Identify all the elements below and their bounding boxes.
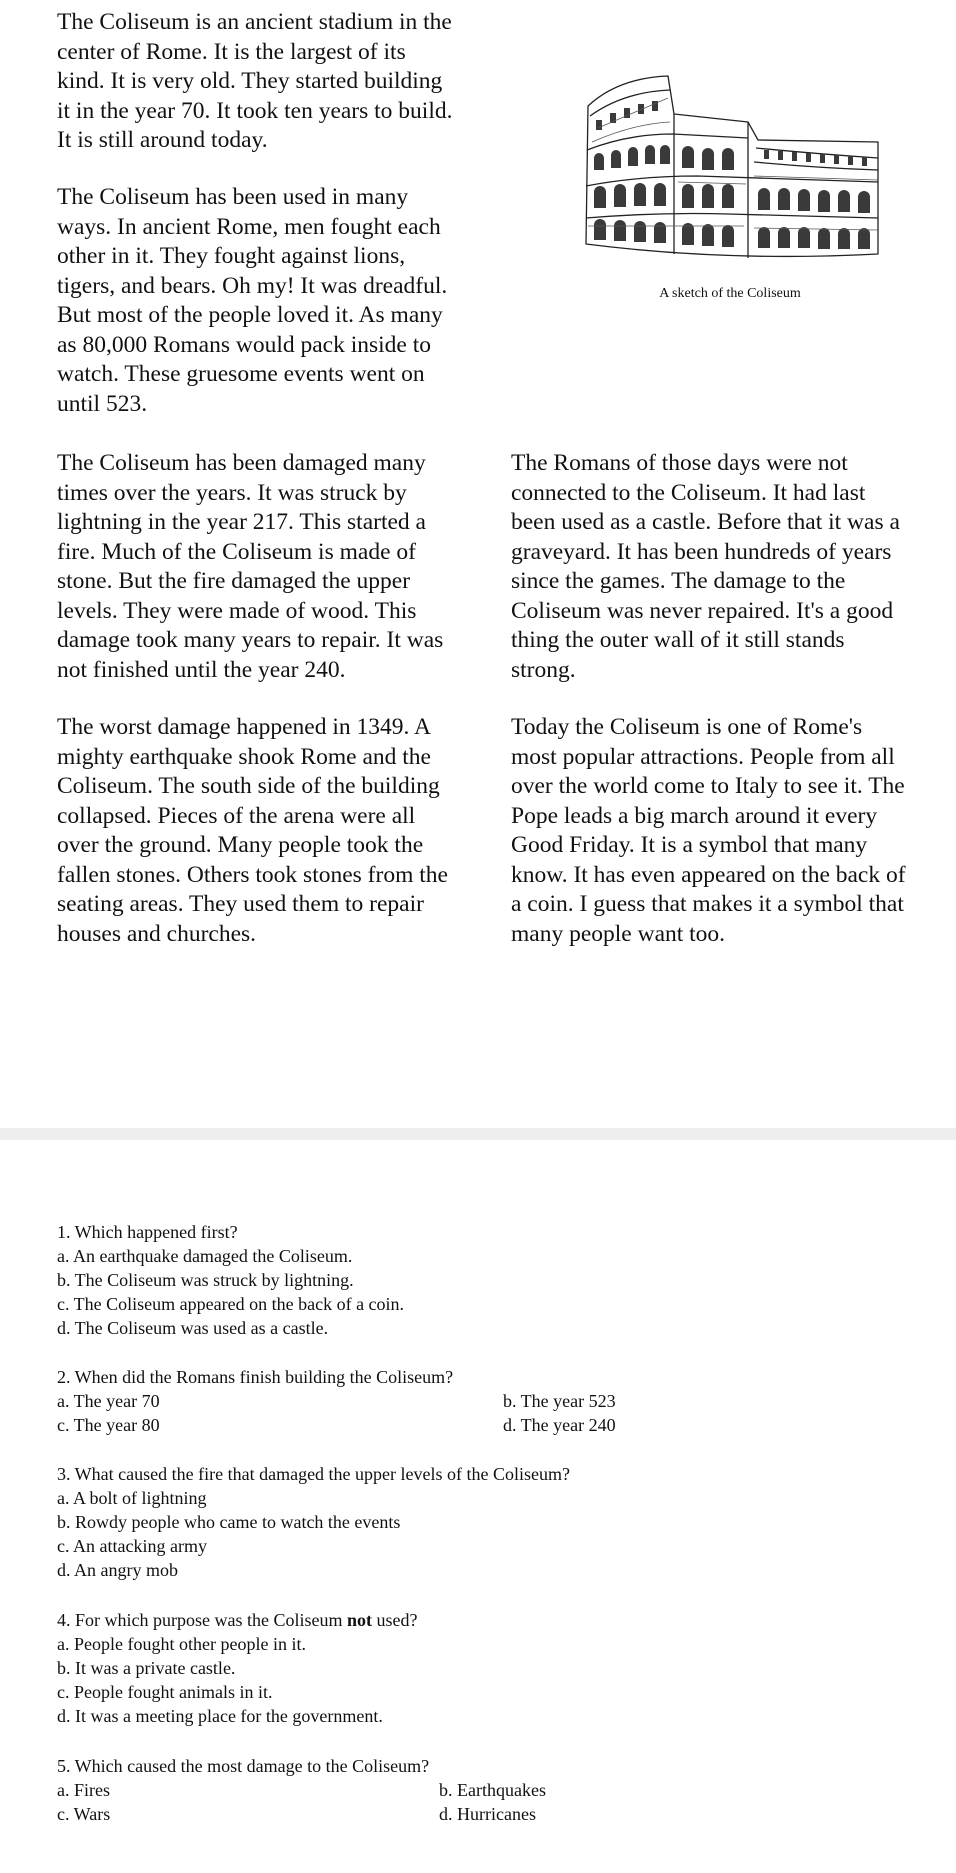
question-3-option-a: a. A bolt of lightning	[57, 1488, 207, 1508]
figure-caption: A sketch of the Coliseum	[659, 286, 801, 301]
question-3-option-b: b. Rowdy people who came to watch the events	[57, 1512, 401, 1532]
passage-paragraph-1: The Coliseum is an ancient stadium in the center of Rome. It is the largest of its kind. It is very old. They started building it in the year 70. It took ten years to build. It is still around today.	[57, 9, 453, 153]
question-1-prompt: 1. Which happened first?	[57, 1222, 238, 1242]
question-2-option-c: c. The year 80	[57, 1415, 160, 1435]
question-4-option-c: c. People fought animals in it.	[57, 1682, 273, 1702]
question-4-option-b: b. It was a private castle.	[57, 1658, 236, 1678]
question-2-option-d: d. The year 240	[503, 1415, 616, 1435]
worksheet-page-2	[0, 1140, 956, 1873]
question-1-option-b: b. The Coliseum was struck by lightning.	[57, 1270, 354, 1290]
question-4-prompt-start: 4. For which purpose was the Coliseum	[57, 1610, 347, 1630]
passage-paragraph-5: The worst damage happened in 1349. A mighty earthquake shook Rome and the Coliseum. The south side of the building collapsed. Pieces of the arena were all over the ground. Many people took the fallen stones. Others took stones from the seating areas. They used them to repair houses and churches.	[57, 714, 448, 947]
question-5-option-d: d. Hurricanes	[439, 1804, 536, 1824]
passage-paragraph-6: Today the Coliseum is one of Rome's most popular attractions. People from all over the world come to Italy to see it. The Pope leads a big march around it every Good Friday. It is a symbol that many know. It has even appeared on the back of a coin. I guess that makes it a symbol that many people want too.	[511, 714, 906, 947]
passage-paragraph-2: The Coliseum has been used in many ways. In ancient Rome, men fought each other in it. They fought against lions, tigers, and bears. Oh my! It was dreadful. But most of the people loved it. As many as 80,000 Romans would pack inside to watch. These gruesome events went on until 523.	[57, 184, 448, 417]
question-3-prompt: 3. What caused the fire that damaged the upper levels of the Coliseum?	[57, 1464, 570, 1484]
question-5-option-a: a. Fires	[57, 1780, 110, 1800]
question-3-option-d: d. An angry mob	[57, 1560, 178, 1580]
question-4-prompt	[57, 1608, 417, 1632]
question-2-option-a: a. The year 70	[57, 1391, 160, 1411]
question-4-prompt-end: used?	[371, 1610, 418, 1630]
question-4-prompt-emphasis: not	[346, 1610, 372, 1630]
coliseum-sketch-icon	[578, 58, 882, 263]
question-2-option-b: b. The year 523	[503, 1391, 616, 1411]
passage-paragraph-4: The Romans of those days were not connected to the Coliseum. It had last been used as a castle. Before that it was a graveyard. It has been hundreds of years since the games. The damage to the Coliseum was never repaired. It's a good thing the outer wall of it still stands strong.	[511, 450, 900, 683]
passage-paragraph-3: The Coliseum has been damaged many times over the years. It was struck by lightning in the year 217. This started a fire. Much of the Coliseum is made of stone. But the fire damaged the upper levels. They were made of wood. This damage took many years to repair. It was not finished until the year 240.	[57, 450, 444, 683]
question-1-option-c: c. The Coliseum appeared on the back of a coin.	[57, 1294, 405, 1314]
question-2-prompt: 2. When did the Romans finish building the Coliseum?	[57, 1367, 454, 1387]
question-4-option-a: a. People fought other people in it.	[57, 1634, 306, 1654]
question-3-option-c: c. An attacking army	[57, 1536, 207, 1556]
coliseum-figure	[570, 40, 890, 310]
question-5-option-c: c. Wars	[57, 1804, 111, 1824]
question-5-prompt: 5. Which caused the most damage to the Coliseum?	[57, 1756, 430, 1776]
question-1-option-a: a. An earthquake damaged the Coliseum.	[57, 1246, 353, 1266]
question-4-option-d: d. It was a meeting place for the government.	[57, 1706, 383, 1726]
page-separator	[0, 1128, 956, 1140]
question-5-option-b: b. Earthquakes	[439, 1780, 546, 1800]
question-1-option-d: d. The Coliseum was used as a castle.	[57, 1318, 329, 1338]
